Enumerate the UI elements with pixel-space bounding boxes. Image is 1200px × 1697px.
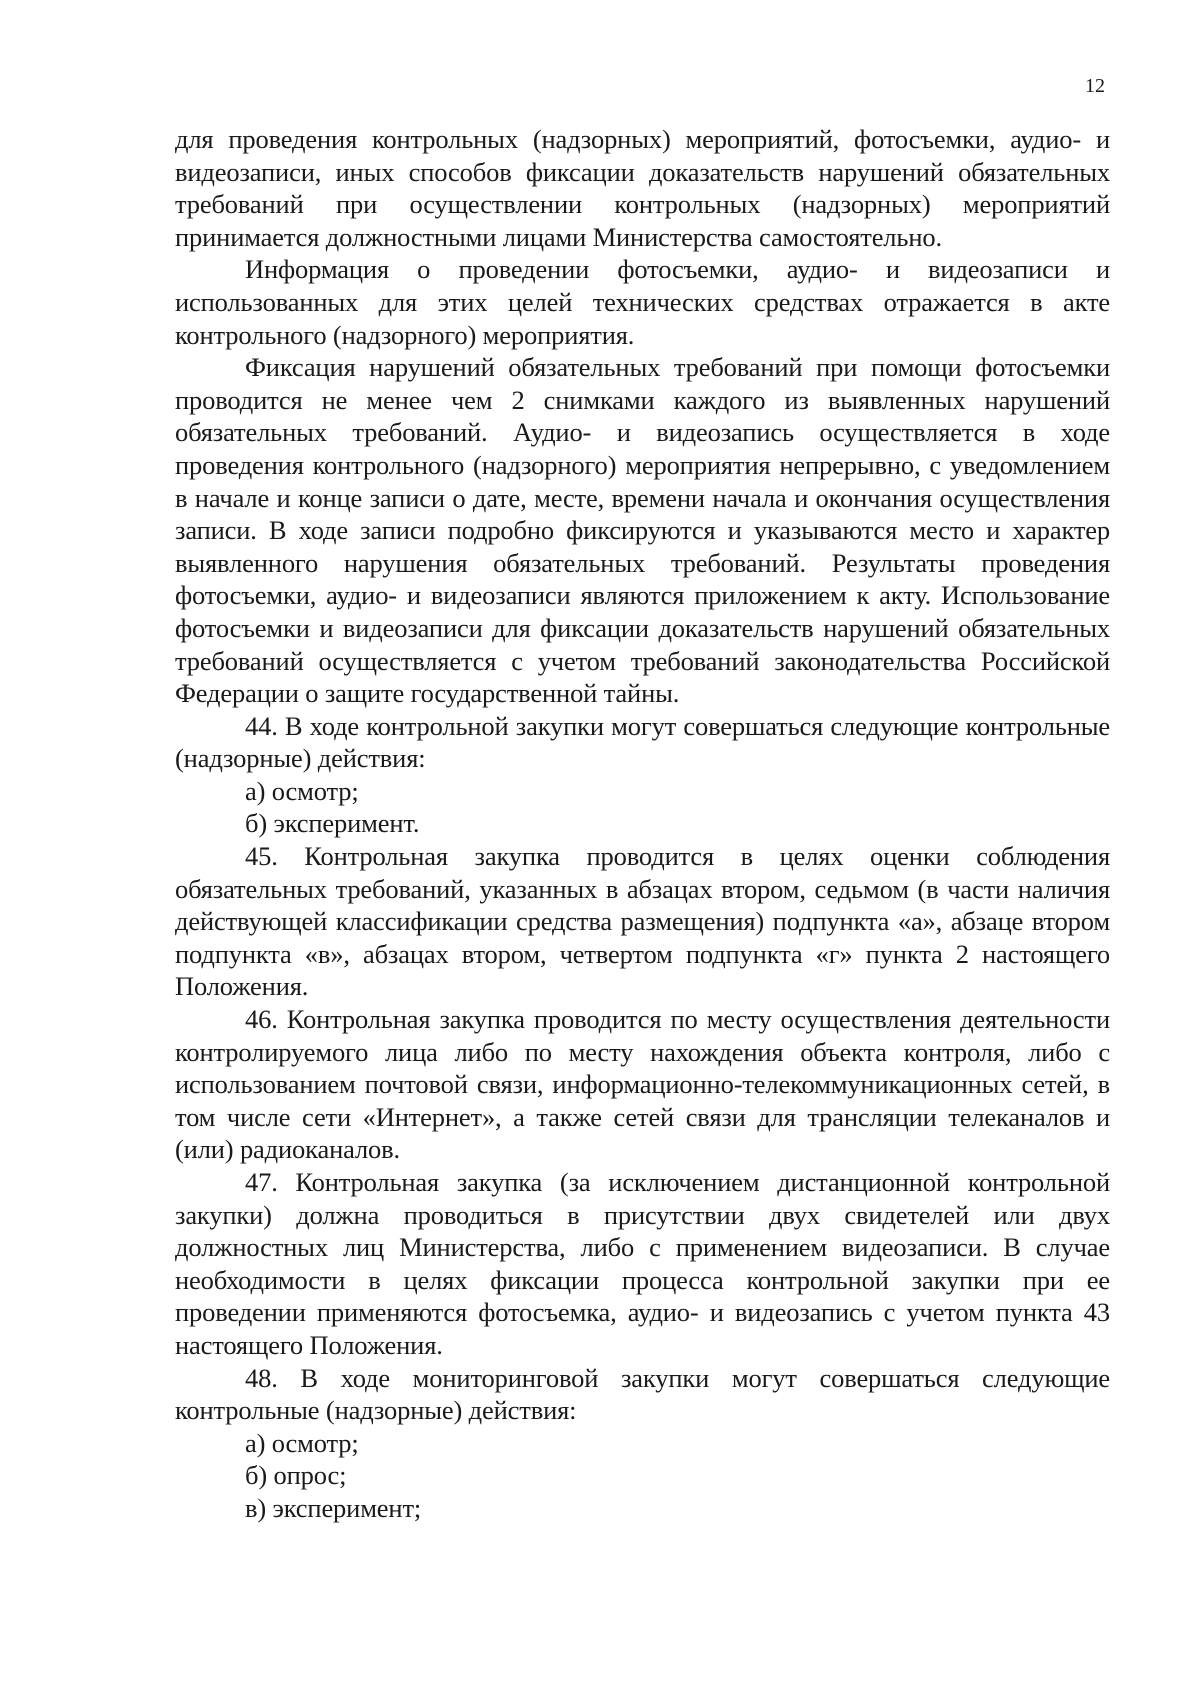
page-number: 12: [1085, 75, 1105, 97]
clause-48-item-a: а) осмотр;: [245, 1427, 359, 1458]
clause-45: 45. Контрольная закупка проводится в целях оценки соблюдения обязательных требований, указанных в абзацах втором, седьмом (в части наличия действующей классификации средства размещения) подпункта «а», абзаце втором подпункта «в», абзацах втором, четвертом подпункта «г» пункта 2 настоящего Положения.: [175, 841, 1110, 1002]
paragraph-photo-info: Информация о проведении фотосъемки, аудио- и видеозаписи и использованных для этих целей технических средствах отражается в акте контрольного (надзорного) мероприятия.: [175, 254, 1110, 350]
clause-47: 47. Контрольная закупка (за исключением дистанционной контрольной закупки) должна проводиться в присутствии двух свидетелей или двух должностных лиц Министерства, либо с применением видеозаписи. В случае необходимости в целях фиксации процесса контрольной закупки при ее проведении применяются фотосъемка, аудио- и видеозапись с учетом пункта 43 настоящего Положения.: [175, 1167, 1110, 1360]
clause-48-item-b: б) опрос;: [245, 1460, 347, 1491]
clause-44: 44. В ходе контрольной закупки могут совершаться следующие контрольные (надзорные) действия:: [175, 710, 1110, 774]
paragraph-fixation: Фиксация нарушений обязательных требований при помощи фотосъемки проводится не менее чем 2 снимками каждого из выявленных нарушений обязательных требований. Аудио- и видеозапись осуществляется в ходе проведения контрольного (надзорного) мероприятия непрерывно, с уведомлением в начале и конце записи о дате, месте, времени начала и окончания осуществления записи. В ходе записи подробно фиксируются и указываются место и характер выявленного нарушения обязательных требований. Результаты проведения фотосъемки, аудио- и видеозаписи являются приложением к акту. Использование фотосъемки и видеозаписи для фиксации доказательств нарушений обязательных требований осуществляется с учетом требований законодательства Российской Федерации о защите государственной тайны.: [175, 352, 1110, 709]
paragraph-continuation: для проведения контрольных (надзорных) мероприятий, фотосъемки, аудио- и видеозаписи, иных способов фиксации доказательств нарушений обязательных требований при осуществлении контрольных (надзорных) мероприятий принимается должностными лицами Министерства самостоятельно.: [175, 124, 1110, 252]
clause-44-item-a: а) осмотр;: [245, 775, 359, 806]
clause-48: 48. В ходе мониторинговой закупки могут совершаться следующие контрольные (надзорные) действия:: [175, 1362, 1110, 1426]
clause-48-item-c: в) эксперимент;: [245, 1492, 422, 1523]
document-body: [175, 123, 1110, 1525]
clause-46: 46. Контрольная закупка проводится по месту осуществления деятельности контролируемого лица либо по месту нахождения объекта контроля, либо с использованием почтовой связи, информационно-телекоммуникационных сетей, в том числе сети «Интернет», а также сетей связи для трансляции телеканалов и (или) радиоканалов.: [175, 1004, 1110, 1165]
clause-44-item-b: б) эксперимент.: [245, 808, 420, 839]
